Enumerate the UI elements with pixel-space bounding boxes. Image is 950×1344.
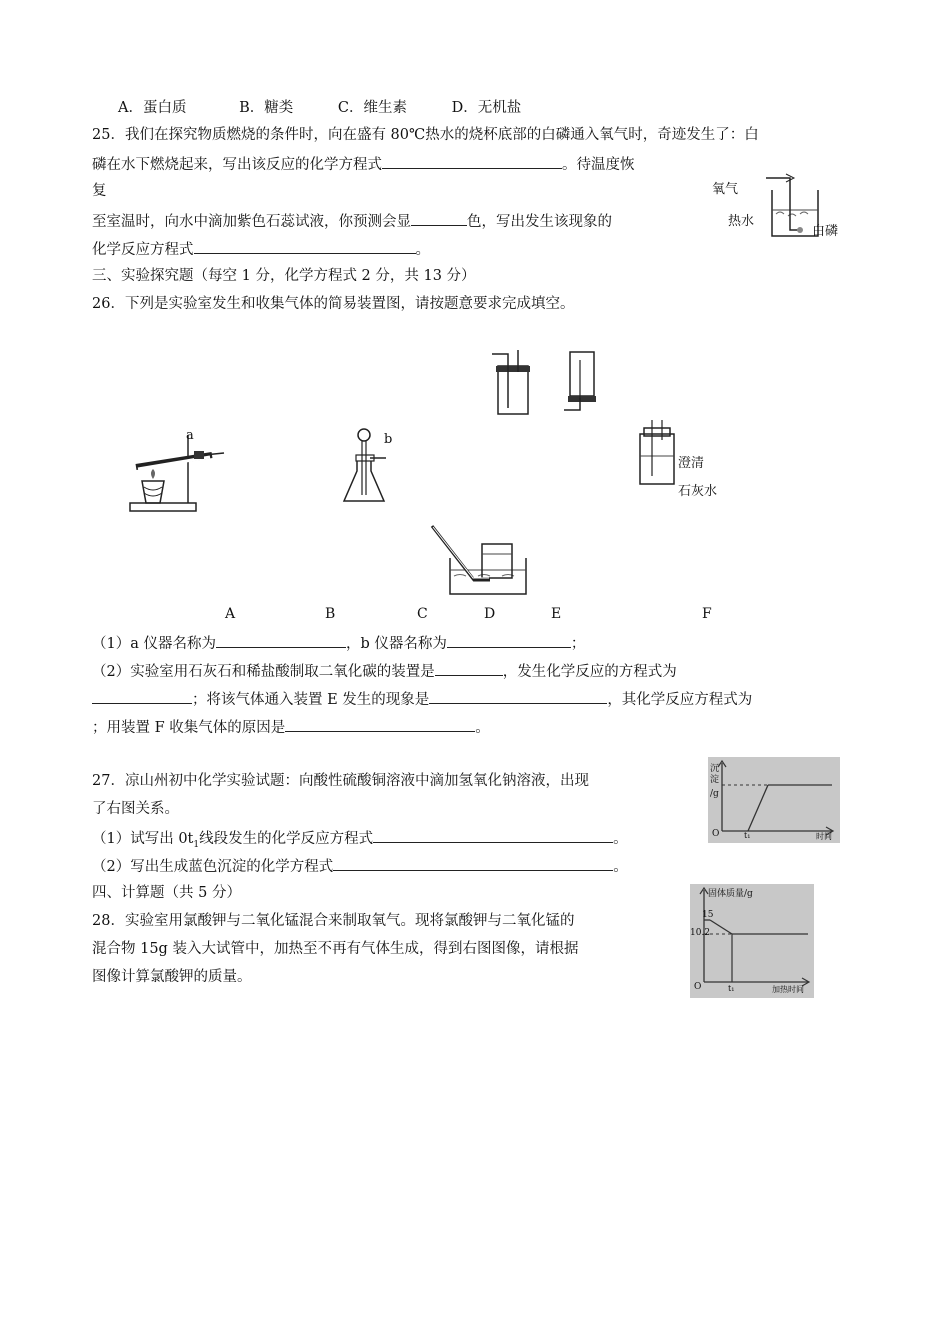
q27-blank-equation2[interactable] [333,855,613,871]
section-3-heading: 三、实验探究题（每空 1 分，化学方程式 2 分，共 13 分） [92,268,476,284]
q27-sub2 [92,855,628,877]
q27-graph-xlabel: 时间 [816,832,832,841]
label-b: b [384,432,393,447]
q26-sub2-text-e: ；用装置 F 收集气体的原因是 [92,720,286,736]
q26-sub1 [92,632,585,654]
q25-line1: 25．我们在探究物质燃烧的条件时，向在盛有 80℃热水的烧杯底部的白磷通入氧气时，奇迹发生了：白 [92,127,759,143]
q26-blank-phenomenon[interactable] [429,688,607,704]
q27-graph [708,757,840,843]
q28-graph-xlabel: 加热时间 [772,985,804,994]
letter-d: D [484,606,496,622]
apparatus-d [560,350,610,420]
q27-sub1-text-c: 。 [613,831,628,847]
label-limewater-2: 石灰水 [678,484,718,499]
option-c: C．维生素 [337,100,407,116]
q25-line3: 复 [92,183,107,199]
q26-sub2-text-f: 。 [475,720,490,736]
q27-sub1-subscript: 1 [193,839,200,850]
q26-sub2-text-a: （2）实验室用石灰石和稀盐酸制取二氧化碳的装置是 [92,664,435,680]
q27-stem-1: 27．凉山州初中化学实验试题：向酸性硫酸铜溶液中滴加氢氧化钠溶液，出现 [92,773,589,789]
q25-line2 [92,153,635,175]
q25-text-4b: 色，写出发生该现象的 [467,214,612,230]
q26-blank-equation[interactable] [92,688,192,704]
q28-stem-3: 图像计算氯酸钾的质量。 [92,969,252,985]
q27-graph-origin: O [712,829,720,839]
q27-sub2-text-a: （2）写出生成蓝色沉淀的化学方程式 [92,859,334,875]
q26-blank-b-name[interactable] [447,632,571,648]
apparatus-f [428,524,538,599]
option-b: B．糖类 [239,100,294,116]
q28-graph-value-15: 15 [702,910,714,920]
q26-sub2-line3 [92,716,490,738]
q26-blank-reason[interactable] [285,716,475,732]
q26-sub1-text-a: （1）a 仪器名称为 [92,636,216,652]
q27-blank-equation1[interactable] [373,827,613,843]
q28-graph-ylabel: 固体质量/g [708,889,753,899]
q25-line4 [92,210,612,232]
q25-text-2a: 磷在水下燃烧起来，写出该反应的化学方程式 [92,157,382,173]
q26-sub2-text-d: ，其化学反应方程式为 [607,692,753,708]
q25-text-5a: 化学反应方程式 [92,242,194,258]
q28-graph [690,884,814,998]
q27-graph-t1: t₁ [744,831,751,840]
q28-stem-1: 28．实验室用氯酸钾与二氧化锰混合来制取氧气。现将氯酸钾与二氧化锰的 [92,913,575,929]
q27-sub2-text-b: 。 [613,859,628,875]
letter-a: A [225,606,236,622]
q26-sub1-text-b: ，b 仪器名称为 [345,636,447,652]
q25-text-5b: 。 [415,242,430,258]
q27-stem-2: 了右图关系。 [92,801,179,817]
label-hot-water: 热水 [728,214,755,229]
q27-graph-ylabel-2: 淀 [710,775,720,785]
q25-blank-equation2[interactable] [194,238,416,254]
q28-stem-2: 混合物 15g 装入大试管中，加热至不再有气体生成，得到右图图像，请根据 [92,941,579,957]
letter-b: B [325,606,336,622]
q26-sub2-text-b: ，发生化学反应的方程式为 [502,664,677,680]
label-oxygen: 氧气 [712,182,739,197]
q27-graph-ylabel-3: /g [710,789,719,799]
label-limewater-1: 澄清 [678,456,705,471]
q26-sub2-line1 [92,660,677,682]
q28-graph-value-10-2: 10.2 [690,928,711,938]
letter-f: F [702,606,712,622]
q26-blank-a-name[interactable] [216,632,346,648]
q25-blank-color[interactable] [411,210,467,226]
apparatus-c [492,350,542,420]
section-4-heading: 四、计算题（共 5 分） [92,885,241,901]
q26-sub1-text-c: ； [570,636,586,652]
q24-options [118,98,521,118]
letter-c: C [417,606,428,622]
q28-graph-t1: t₁ [728,984,735,993]
q28-graph-origin: O [694,982,702,992]
option-a: A．蛋白质 [118,100,187,116]
q25-text-2b: 。待温度恢 [562,157,635,173]
label-a: a [186,428,194,443]
q26-sub2-line2 [92,688,752,710]
q25-text-4a: 至室温时，向水中滴加紫色石蕊试液，你预测会显 [92,214,411,230]
q25-blank-equation[interactable] [382,153,562,169]
q25-line5 [92,238,430,260]
q27-graph-ylabel-1: 沉 [710,764,720,774]
apparatus-a [128,425,228,515]
letter-e: E [551,606,562,622]
q26-sub2-text-c: ；将该气体通入装置 E 发生的现象是 [192,692,430,708]
q26-blank-apparatus[interactable] [435,660,503,676]
q27-sub1-text-b: 线段发生的化学反应方程式 [199,831,374,847]
q26-stem: 26．下列是实验室发生和收集气体的简易装置图，请按题意要求完成填空。 [92,296,575,312]
option-d: D．无机盐 [451,100,522,116]
q27-sub1 [92,827,628,855]
label-white-phosphorus: 白磷 [812,224,839,239]
q27-sub1-text-a: （1）试写出 0t [92,831,194,847]
